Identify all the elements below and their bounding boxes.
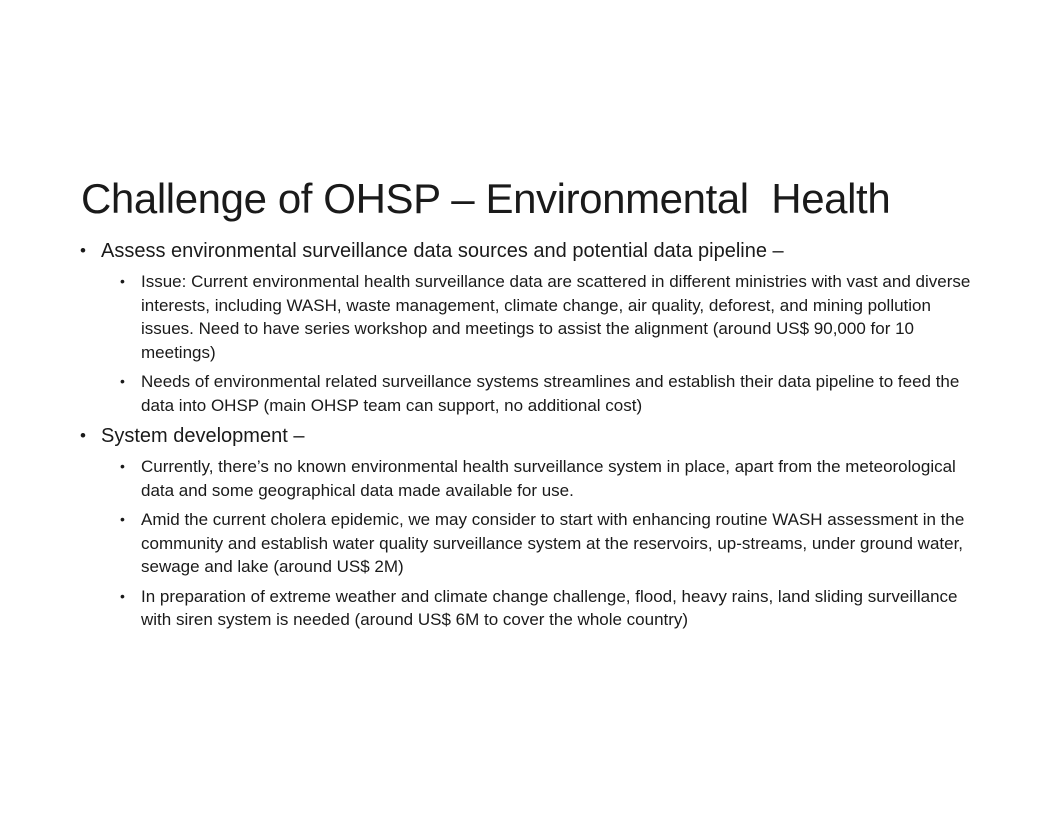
section-system-development (80, 423, 980, 632)
list-item-text: Needs of environmental related surveillance systems streamlines and establish their data pipeline to feed the data into OHSP (main OHSP team can support, no additional cost) (141, 372, 960, 415)
bullet-icon: • (120, 458, 125, 474)
section-assess-data-sources (80, 238, 980, 417)
section-heading: System development – (101, 425, 305, 447)
list-item (120, 585, 980, 632)
list-item-text: In preparation of extreme weather and climate change challenge, flood, heavy rains, land sliding surveillance with siren system is needed (around US$ 6M to cover the whole country) (141, 586, 958, 629)
slide-body (80, 238, 980, 638)
bullet-icon: • (120, 273, 125, 289)
list-item (120, 370, 980, 417)
bullet-icon: • (80, 426, 86, 445)
bullet-icon: • (120, 587, 125, 604)
section-heading: Assess environmental surveillance data sources and potential data pipeline – (101, 240, 784, 262)
bullet-icon: • (120, 511, 125, 527)
list-item (120, 455, 980, 502)
bullet-icon: • (80, 241, 86, 260)
sub-bullet-list (120, 455, 980, 632)
list-item-text: Issue: Current environmental health surveillance data are scattered in different ministries with vast and diverse interests, including WASH, waste management, climate change, air quality, deforest, and mining pollution issues. Need to have series workshop and meetings to assist the alignment (around US$ 90,000 for 10 meetings) (141, 272, 971, 362)
list-item (120, 270, 980, 364)
list-item (120, 508, 980, 579)
slide-title: Challenge of OHSP – Environmental Health (81, 175, 891, 222)
list-item-text: Amid the current cholera epidemic, we may consider to start with enhancing routine WASH assessment in the community and establish water quality surveillance system at the reservoirs, up-streams, under ground water, sewage and lake (around US$ 2M) (141, 510, 965, 576)
bullet-icon: • (120, 373, 125, 389)
sub-bullet-list (120, 270, 980, 417)
list-item-text: Currently, there’s no known environmental health surveillance system in place, apart from the meteorological data and some geographical data made available for use. (141, 457, 956, 500)
